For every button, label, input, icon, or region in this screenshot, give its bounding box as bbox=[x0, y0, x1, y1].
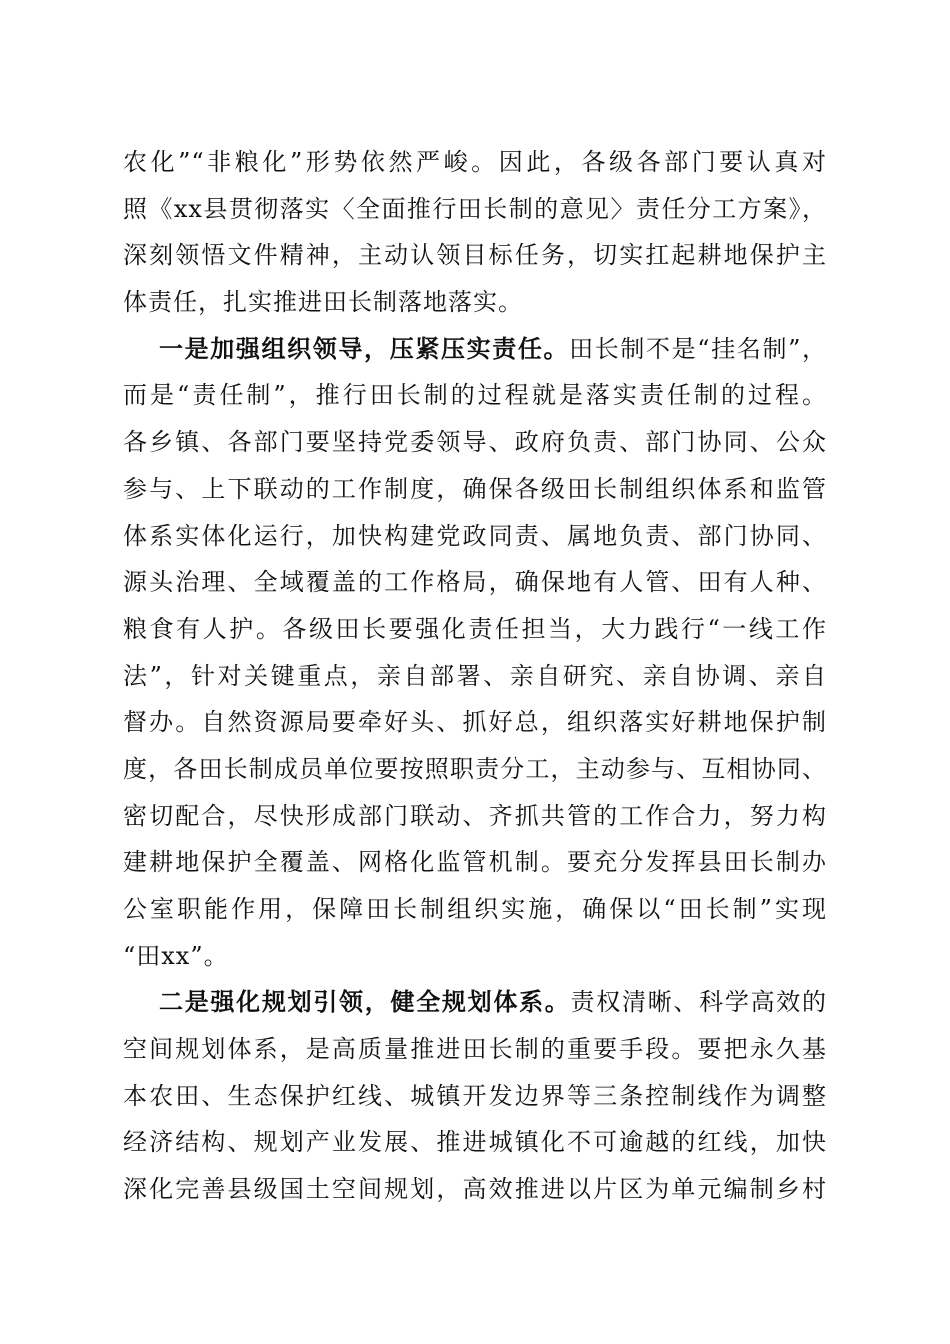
text-line: 密切配合，尽快形成部门联动、齐抓共管的工作合力，努力构 bbox=[123, 801, 827, 830]
text-line: 各乡镇、各部门要坚持党委领导、政府负责、部门协同、公众 bbox=[123, 428, 827, 457]
text-line: 经济结构、规划产业发展、推进城镇化不可逾越的红线，加快 bbox=[123, 1128, 827, 1157]
paragraph-heading: 一是加强组织领导，压紧压实责任。 bbox=[159, 333, 570, 363]
text-line: “田xx”。 bbox=[123, 941, 229, 970]
text-line: 农化”“非粮化”形势依然严峻。因此，各级各部门要认真对 bbox=[123, 148, 827, 176]
text-line: 空间规划体系，是高质量推进田长制的重要手段。要把永久基 bbox=[123, 1035, 827, 1064]
text-line: 而是“责任制”，推行田长制的过程就是落实责任制的过程。 bbox=[123, 381, 827, 410]
text-line: 本农田、生态保护红线、城镇开发边界等三条控制线作为调整 bbox=[123, 1081, 827, 1110]
text-line: 源头治理、全域覆盖的工作格局，确保地有人管、田有人种、 bbox=[123, 568, 827, 597]
text-segment: 责权清晰、科学高效的 bbox=[570, 988, 828, 1017]
text-line: 公室职能作用，保障田长制组织实施，确保以“田长制”实现 bbox=[123, 895, 827, 923]
text-line: 粮食有人护。各级田长要强化责任担当，大力践行“一线工作 bbox=[123, 614, 827, 643]
text-segment: 田长制不是“挂名制”， bbox=[569, 334, 827, 363]
text-line: 法”，针对关键重点，亲自部署、亲自研究、亲自协调、亲自 bbox=[123, 661, 827, 690]
paragraph-one bbox=[123, 326, 827, 980]
text-line: 深化完善县级国土空间规划，高效推进以片区为单元编制乡村 bbox=[123, 1175, 827, 1204]
paragraph-two bbox=[123, 979, 827, 1212]
text-line: 建耕地保护全覆盖、网格化监管机制。要充分发挥县田长制办 bbox=[123, 848, 827, 877]
text-line: 体责任，扎实推进田长制落地落实。 bbox=[123, 288, 523, 317]
text-line: 照《xx县贯彻落实〈全面推行田长制的意见〉责任分工方案》， bbox=[123, 194, 827, 223]
text-line: 督办。自然资源局要牵好头、抓好总，组织落实好耕地保护制 bbox=[123, 708, 827, 737]
paragraph-heading: 二是强化规划引领，健全规划体系。 bbox=[159, 987, 571, 1017]
paragraph-intro bbox=[123, 139, 827, 326]
text-line: 深刻领悟文件精神，主动认领目标任务，切实扛起耕地保护主 bbox=[123, 241, 827, 270]
text-line: 度，各田长制成员单位要按照职责分工，主动参与、互相协同、 bbox=[123, 754, 827, 783]
text-line: 体系实体化运行，加快构建党政同责、属地负责、部门协同、 bbox=[123, 521, 827, 550]
text-line bbox=[123, 979, 827, 1026]
text-line: 参与、上下联动的工作制度，确保各级田长制组织体系和监管 bbox=[123, 474, 827, 503]
document-page bbox=[123, 139, 827, 1213]
text-line bbox=[123, 326, 827, 373]
